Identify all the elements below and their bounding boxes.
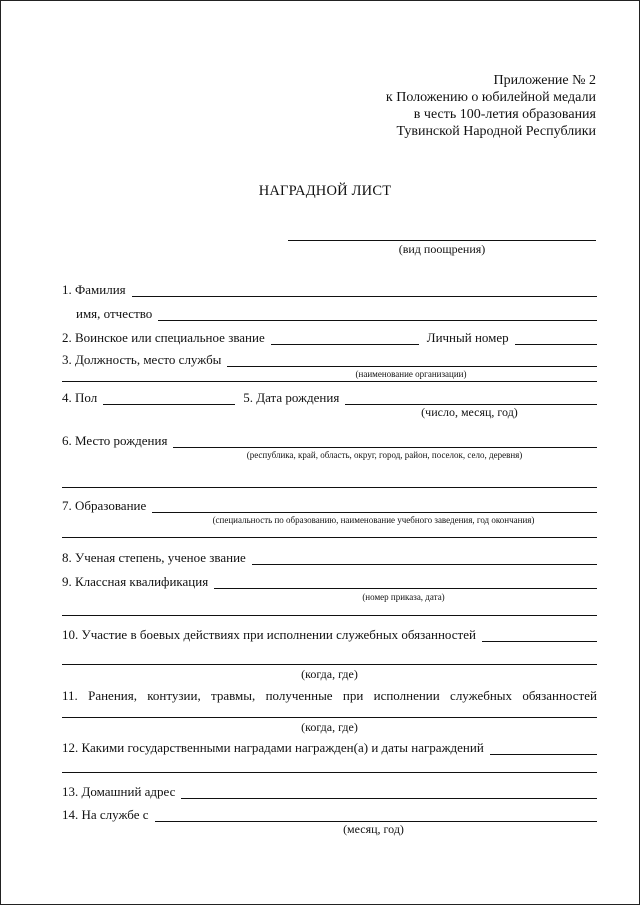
field-birthplace-line[interactable] (173, 437, 597, 448)
field-qualification-line[interactable] (214, 578, 597, 589)
field-birthplace-label: 6. Место рождения (62, 433, 168, 448)
field-injuries-word: обязанностей (522, 688, 597, 703)
field-surname-line[interactable] (132, 286, 597, 297)
field-injuries-line[interactable] (62, 717, 597, 718)
field-rank-line[interactable] (271, 334, 419, 345)
field-service-line[interactable] (155, 811, 597, 822)
award-kind-line[interactable] (288, 240, 596, 241)
field-qualification-hint: (номер приказа, дата) (362, 592, 445, 602)
field-injuries-word: контузии, (147, 688, 201, 703)
field-qualification-label: 9. Классная квалификация (62, 574, 209, 589)
field-position-label: 3. Должность, место службы (62, 352, 222, 367)
field-injuries-word: 11. (62, 688, 78, 703)
field-injuries-word: травмы, (211, 688, 256, 703)
field-rank-row (62, 330, 597, 345)
document-title: НАГРАДНОЙ ЛИСТ (258, 183, 392, 199)
field-birthplace-row (62, 433, 597, 448)
field-sex-birth-row (62, 390, 597, 405)
appendix-line: Приложение № 2 (493, 73, 596, 88)
field-injuries-word: полученные (265, 688, 333, 703)
field-position-line[interactable] (227, 356, 597, 367)
field-education-label: 7. Образование (62, 498, 147, 513)
field-awards-line-2[interactable] (62, 772, 597, 773)
field-position-hint: (наименование организации) (355, 369, 467, 379)
field-address-label: 13. Домашний адрес (62, 784, 176, 799)
field-awards-row (62, 740, 597, 755)
field-qualification-line-2[interactable] (62, 615, 597, 616)
field-injuries-hint: (когда, где) (301, 720, 358, 734)
field-qualification-row (62, 574, 597, 589)
field-birth-date-hint: (число, месяц, год) (421, 405, 518, 419)
field-rank-label: 2. Воинское или специальное звание (62, 330, 265, 345)
award-kind-hint: (вид поощрения) (398, 242, 486, 256)
field-birth-date-label: 5. Дата рождения (243, 390, 340, 405)
field-surname-row (62, 282, 597, 297)
field-injuries-row (62, 688, 597, 703)
field-education-row (62, 498, 597, 513)
field-combat-row (62, 627, 597, 642)
appendix-line: в честь 100-летия образования (413, 107, 596, 122)
field-sex-label: 4. Пол (62, 390, 98, 405)
field-birth-date-line[interactable] (345, 394, 597, 405)
field-service-label: 14. На службе с (62, 807, 149, 822)
field-awards-line[interactable] (490, 744, 597, 755)
field-address-row (62, 784, 597, 799)
field-awards-label: 12. Какими государственными наградами награжден(а) и даты награждений (62, 740, 484, 755)
field-combat-label: 10. Участие в боевых действиях при исполнении служебных обязанностей (62, 627, 476, 642)
field-combat-hint: (когда, где) (301, 667, 358, 681)
field-education-line-2[interactable] (62, 537, 597, 538)
appendix-line: к Положению о юбилейной медали (385, 90, 596, 105)
field-degree-line[interactable] (252, 554, 597, 565)
field-personal-number-line[interactable] (515, 334, 597, 345)
field-injuries-word: служебных (450, 688, 513, 703)
appendix-header (360, 72, 596, 140)
field-service-hint: (месяц, год) (343, 822, 404, 836)
field-injuries-word: при (342, 688, 364, 703)
field-injuries-word: Ранения, (88, 688, 137, 703)
field-education-hint: (специальность по образованию, наименование учебного заведения, год окончания) (212, 515, 535, 525)
field-position-line-2[interactable] (62, 381, 597, 382)
field-personal-number-label: Личный номер (426, 330, 509, 345)
field-service-row (62, 807, 597, 822)
field-name-row (76, 306, 597, 321)
field-address-line[interactable] (181, 788, 597, 799)
field-position-row (62, 352, 597, 367)
field-name-line[interactable] (158, 310, 597, 321)
field-sex-line[interactable] (103, 394, 235, 405)
field-surname-label: 1. Фамилия (62, 282, 126, 297)
field-injuries-word: исполнении (373, 688, 440, 703)
field-combat-line[interactable] (482, 631, 597, 642)
appendix-line: Тувинской Народной Республики (396, 124, 596, 139)
field-name-label: имя, отчество (76, 306, 153, 321)
field-degree-row (62, 550, 597, 565)
field-combat-line-2[interactable] (62, 664, 597, 665)
field-birthplace-line-2[interactable] (62, 487, 597, 488)
field-birthplace-hint: (республика, край, область, округ, город, район, поселок, село, деревня) (246, 450, 523, 460)
field-degree-label: 8. Ученая степень, ученое звание (62, 550, 246, 565)
field-education-line[interactable] (152, 502, 597, 513)
